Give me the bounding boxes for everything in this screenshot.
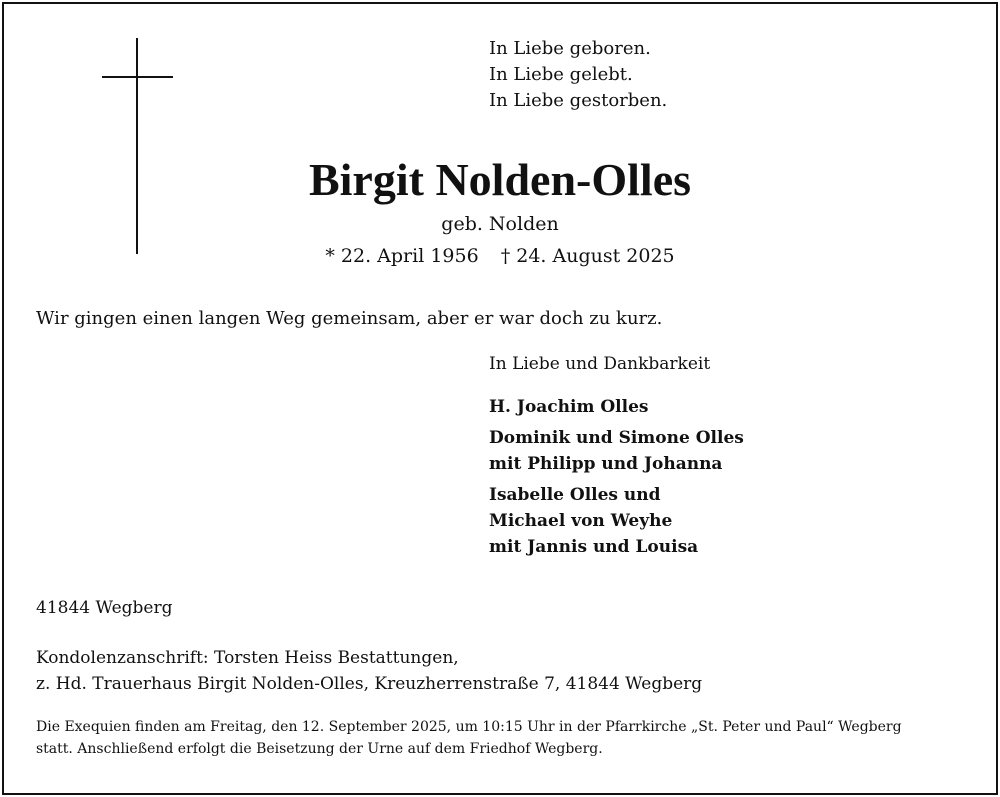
service-line: Die Exequien finden am Freitag, den 12. September 2025, um 10:15 Uhr in der Pfarrkirche „St. Peter und Paul“ Wegberg [36, 719, 902, 735]
city-line: 41844 Wegberg [36, 598, 173, 618]
condolence-line: Kondolenzanschrift: Torsten Heiss Bestattungen, [36, 648, 459, 668]
family-line: mit Philipp und Johanna [489, 454, 723, 474]
service-line: statt. Anschließend erfolgt die Beisetzung der Urne auf dem Friedhof Wegberg. [36, 741, 603, 757]
thanks-line: In Liebe und Dankbarkeit [489, 354, 711, 374]
motto-line: In Liebe gelebt. [489, 64, 633, 85]
motto [489, 36, 667, 114]
deceased-name: Birgit Nolden-Olles [308, 154, 692, 205]
death-date: † 24. August 2025 [500, 245, 675, 267]
family-line: Dominik und Simone Olles [489, 428, 744, 448]
family-group [489, 482, 744, 560]
quote: Wir gingen einen langen Weg gemeinsam, aber er war doch zu kurz. [36, 308, 663, 329]
condolence-line: z. Hd. Trauerhaus Birgit Nolden-Olles, Kreuzherrenstraße 7, 41844 Wegberg [36, 674, 703, 694]
condolence-address [36, 645, 702, 697]
family-line: Michael von Weyhe [489, 511, 673, 531]
cross-horizontal-bar [102, 76, 173, 78]
family-list [489, 394, 744, 565]
life-dates [0, 243, 1000, 269]
motto-line: In Liebe geboren. [489, 38, 651, 59]
family-line: Isabelle Olles und [489, 485, 661, 505]
motto-line: In Liebe gestorben. [489, 90, 668, 111]
family-line: H. Joachim Olles [489, 397, 649, 417]
family-group [489, 425, 744, 477]
family-line: mit Jannis und Louisa [489, 537, 699, 557]
birth-date: * 22. April 1956 [325, 245, 479, 267]
family-group [489, 394, 744, 420]
service-info [36, 716, 902, 760]
maiden-name: geb. Nolden [441, 213, 559, 235]
